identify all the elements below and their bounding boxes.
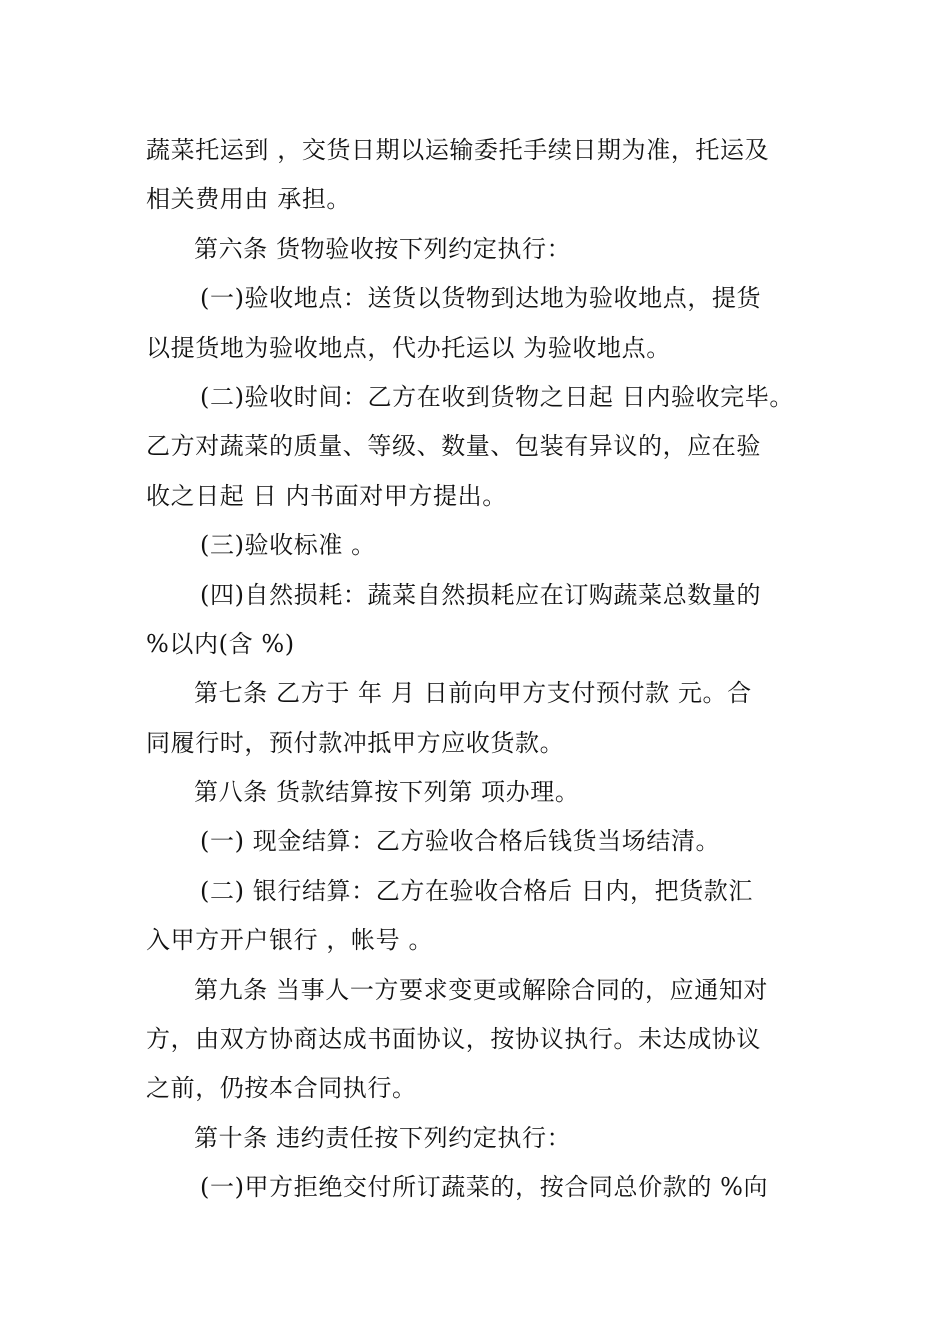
paragraph-line: (四)自然损耗：蔬菜自然损耗应在订购蔬菜总数量的 [200, 580, 762, 609]
paragraph-line: (三)验收标准 。 [200, 531, 376, 560]
paragraph-line: 入甲方开户银行 ，帐号 。 [146, 926, 434, 955]
paragraph-line: %以内(含 %) [146, 629, 295, 658]
article-10-heading: 第十条 违约责任按下列约定执行： [194, 1123, 572, 1152]
paragraph-line: (一) 现金结算：乙方验收合格后钱货当场结清。 [200, 827, 721, 856]
paragraph-line: 同履行时，预付款冲抵甲方应收货款。 [146, 728, 565, 757]
paragraph-line: (二) 银行结算：乙方在验收合格后 日内，把货款汇 [200, 876, 753, 905]
paragraph-line: (一)验收地点：送货以货物到达地为验收地点，提货 [200, 284, 762, 313]
paragraph-line: 方，由双方协商达成书面协议，按协议执行。未达成协议 [146, 1025, 761, 1054]
article-8-heading: 第八条 货款结算按下列第 项办理。 [194, 778, 580, 807]
paragraph-line: 之前，仍按本合同执行。 [146, 1074, 417, 1103]
paragraph-line: 以提货地为验收地点，代办托运以 为验收地点。 [146, 333, 671, 362]
paragraph-line: 收之日起 日 内书面对甲方提出。 [146, 481, 507, 510]
paragraph-line: (一)甲方拒绝交付所订蔬菜的，按合同总价款的 %向 [200, 1173, 769, 1202]
article-6-heading: 第六条 货物验收按下列约定执行： [194, 234, 572, 263]
paragraph-line: 相关费用由 承担。 [146, 185, 352, 214]
paragraph-line: 蔬菜托运到 ，交货日期以运输委托手续日期为准，托运及 [146, 136, 770, 164]
article-7-heading: 第七条 乙方于 年 月 日前向甲方支付预付款 元。合 [194, 679, 752, 708]
paragraph-line: 乙方对蔬菜的质量、等级、数量、包装有异议的，应在验 [146, 432, 761, 461]
article-9-heading: 第九条 当事人一方要求变更或解除合同的，应通知对 [194, 975, 769, 1004]
document-body [146, 126, 810, 1213]
paragraph-line: (二)验收时间：乙方在收到货物之日起 日内验收完毕。 [200, 382, 794, 411]
